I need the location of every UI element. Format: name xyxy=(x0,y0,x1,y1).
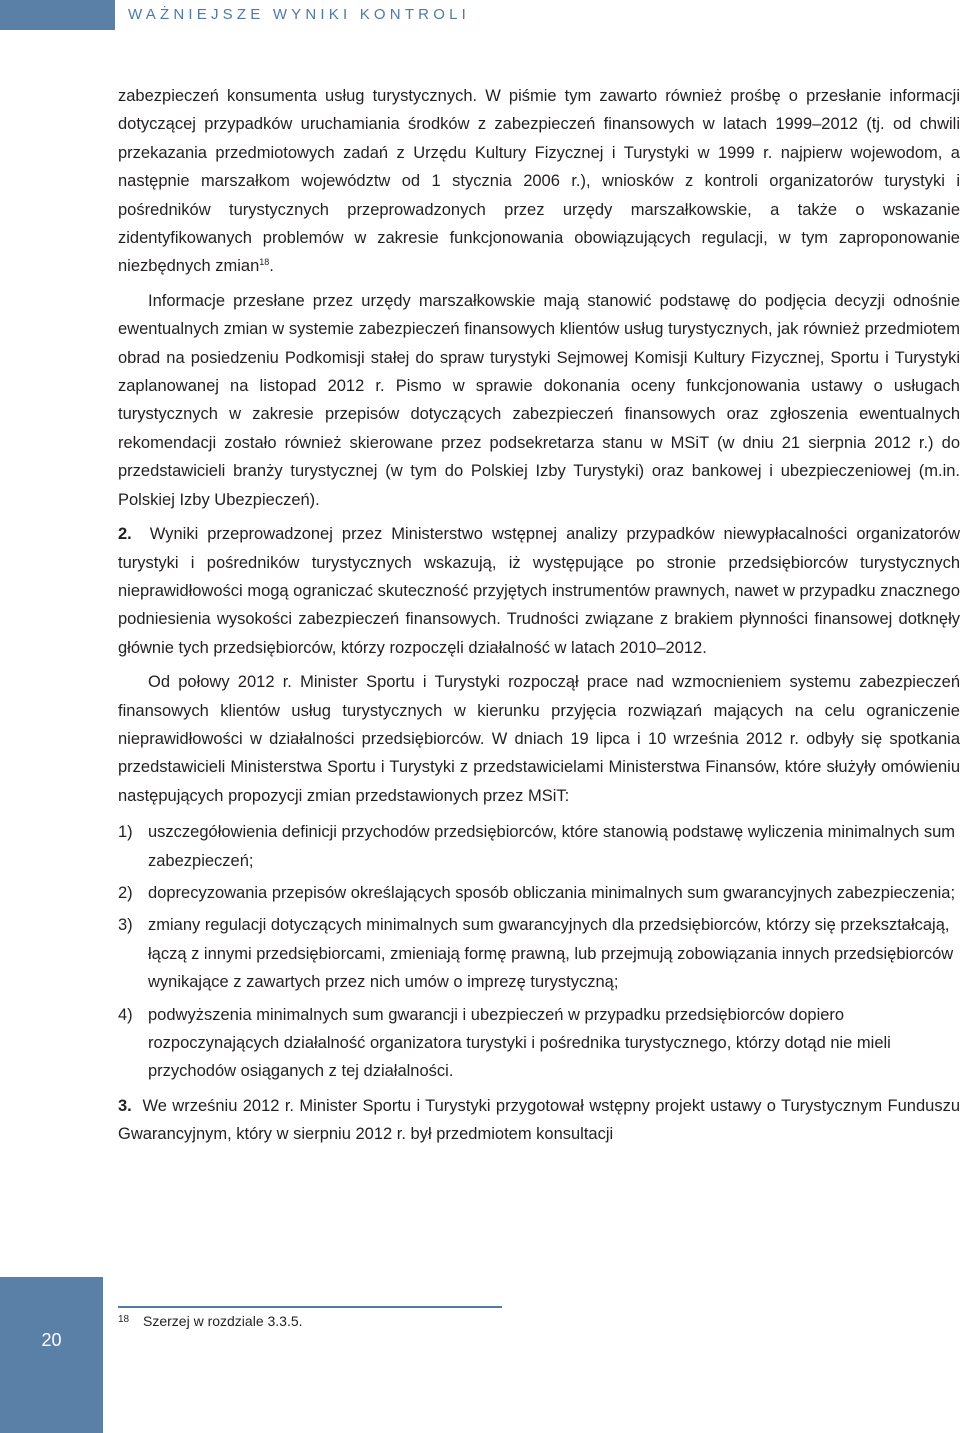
footnote-reference[interactable]: 18 xyxy=(259,257,270,268)
list-marker: 1) xyxy=(118,823,133,842)
page-number: 20 xyxy=(41,1330,62,1350)
footnote-marker: 18 xyxy=(118,1314,130,1325)
section-header: WAŻNIEJSZE WYNIKI KONTROLI xyxy=(128,6,470,23)
list-item xyxy=(118,1001,960,1086)
paragraph-3-text: Wyniki przeprowadzonej przez Ministerstwo wstępnej analizy przypadków niewypłacalności organizatorów turystyki i pośredników turystycznych wskazują, iż występujące po stronie przedsiębiorców turystycznych nieprawidłowości mogą ograniczać skuteczność przyjętych instrumentów prawnych, nawet w przypadku znacznego podniesienia wysokości zabezpieczeń finansowych. Trudności związane z brakiem płynności finansowej dotknęły głównie tych przedsiębiorców, którzy rozpoczęli działalność w latach 2010–2012. xyxy=(118,525,960,657)
list-marker: 2) xyxy=(118,883,133,902)
list-item xyxy=(118,879,960,907)
paragraph-1-end: . xyxy=(269,257,274,276)
paragraph-5-text: We wrześniu 2012 r. Minister Sportu i Turystyki przygotował wstępny projekt ustawy o Turystycznym Funduszu Gwarancyjnym, który w sierpniu 2012 r. był przedmiotem konsultacji xyxy=(118,1096,960,1144)
list-marker: 4) xyxy=(118,1005,133,1024)
section-number-2: 2. xyxy=(118,525,132,544)
list-item xyxy=(118,818,960,875)
list-marker: 3) xyxy=(118,916,133,935)
page-number-block xyxy=(0,1277,103,1433)
list-item-text: zmiany regulacji dotyczących minimalnych sum gwarancyjnych dla przedsiębiorców, którzy się przekształcają, łączą z innymi przedsiębiorcami, zmieniają formę prawną, lub przejmują zobowiązania innych przedsiębiorców wynikające z zawartych przez nich umów o imprezę turystyczną; xyxy=(148,916,954,992)
paragraph-1-text: zabezpieczeń konsumenta usług turystycznych. W piśmie tym zawarto również prośbę o przesłanie informacji dotyczącej przypadków uruchamiania środków z zabezpieczeń finansowych w latach 1999–2012 (tj. od chwili przekazania przedmiotowych zadań z Urzędu Kultury Fizycznej i Turystyki w 1999 r. najpierw wojewodom, a następnie marszałkom województw od 1 stycznia 2006 r.), wniosków z kontroli organizatorów turystyki i pośredników turystycznych przeprowadzonych przez urzędy marszałkowskie, a także o wskazanie zidentyfikowanych problemów w zakresie funkcjonowania obowiązujących regulacji, w tym zaproponowanie niezbędnych zmian xyxy=(118,87,960,276)
header-accent-block xyxy=(0,0,115,30)
section-number-3: 3. xyxy=(118,1096,132,1115)
footnote xyxy=(118,1313,303,1329)
document-body xyxy=(118,82,960,1149)
list-item-text: doprecyzowania przepisów określających sposób obliczania minimalnych sum gwarancyjnych zabezpieczenia; xyxy=(148,883,956,902)
paragraph-1 xyxy=(118,82,960,281)
list-item xyxy=(118,911,960,996)
paragraph-4: Od połowy 2012 r. Minister Sportu i Turystyki rozpoczął prace nad wzmocnieniem systemu zabezpieczeń finansowych klientów usług turystycznych w kierunku przyjęcia rozwiązań mających na celu ograniczenie nieprawidłowości w działalności przedsiębiorców. W dniach 19 lipca i 10 września 2012 r. odbyły się spotkania przedstawicieli Ministerstwa Sportu i Turystyki z przedstawicielami Ministerstwa Finansów, które służyły omówieniu następujących propozycji zmian przedstawionych przez MSiT: xyxy=(118,673,960,805)
footnote-divider xyxy=(118,1306,502,1308)
list-item-text: uszczegółowienia definicji przychodów przedsiębiorców, które stanowią podstawę wyliczenia minimalnych sum zabezpieczeń; xyxy=(148,823,956,870)
proposal-list xyxy=(118,818,960,1086)
paragraph-3 xyxy=(118,520,960,662)
footnote-text: Szerzej w rozdziale 3.3.5. xyxy=(143,1313,303,1329)
list-item-text: podwyższenia minimalnych sum gwarancji i ubezpieczeń w przypadku przedsiębiorców dopiero rozpoczynających działalność organizatora turystyki i pośrednika turystycznego, którzy dotąd nie mieli przychodów osiąganych z tej działalności. xyxy=(148,1005,891,1081)
paragraph-5 xyxy=(118,1092,960,1149)
paragraph-2: Informacje przesłane przez urzędy marszałkowskie mają stanowić podstawę do podjęcia decyzji odnośnie ewentualnych zmian w systemie zabezpieczeń finansowych klientów usług turystycznych, jak również przedmiotem obrad na posiedzeniu Podkomisji stałej do spraw turystyki Sejmowej Komisji Kultury Fizycznej, Sportu i Turystyki zaplanowanej na listopad 2012 r. Pismo w sprawie dokonania oceny funkcjonowania ustawy o usługach turystycznych w zakresie przepisów dotyczących zabezpieczeń finansowych oraz zgłoszenia ewentualnych rekomendacji zostało również skierowane przez podsekretarza stanu w MSiT (w dniu 21 sierpnia 2012 r.) do przedstawicieli branży turystycznej (w tym do Polskiej Izby Turystyki) oraz bankowej i ubezpieczeniowej (m.in. Polskiej Izby Ubezpieczeń). xyxy=(118,291,960,509)
